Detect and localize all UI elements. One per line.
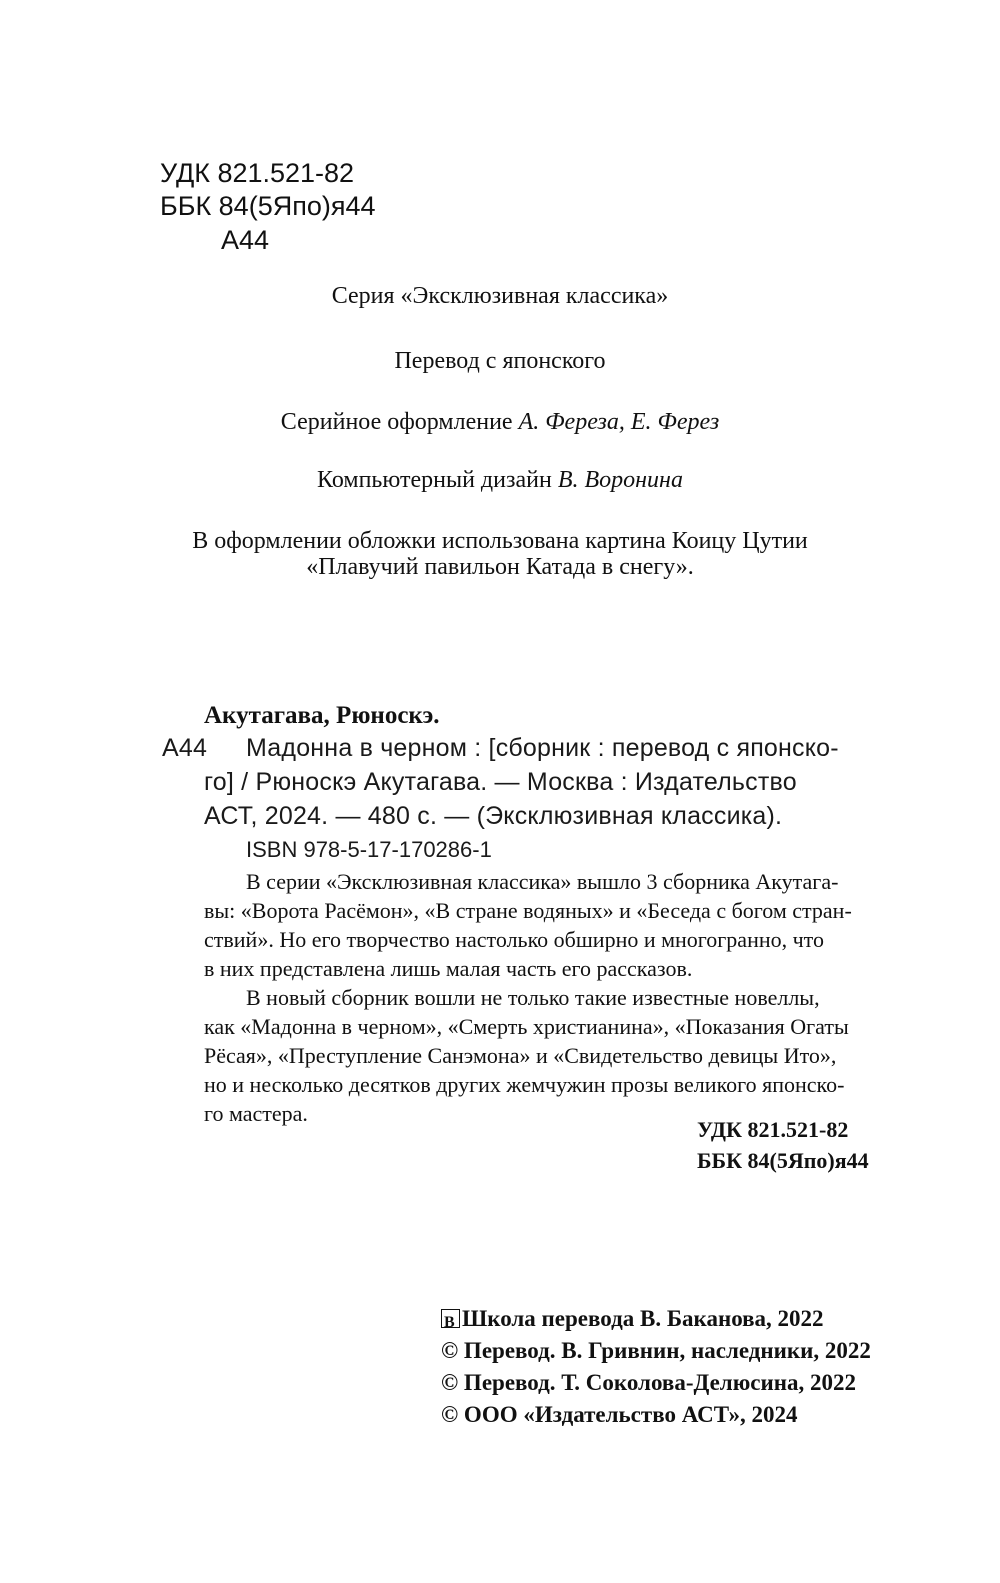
translation-line: Перевод с японского [394,348,606,374]
cover-credit-line-1: В оформлении обложки использована картина Коицу Цутии [192,528,808,554]
record-line-3: АСТ, 2024. — 480 с. — (Эксклюзивная классика). [204,802,783,830]
record-author: Акутагава, Рюноскэ. [204,702,440,729]
serial-design-names: А. Фереза, Е. Ферез [518,409,720,435]
bottom-bbk-code: ББК 84(5Япо)я44 [697,1148,869,1173]
bbk-code: ББК 84(5Япо)я44 [160,191,376,221]
copyright-text-1: Школа перевода В. Баканова, 2022 [462,1306,824,1331]
annotation-line: В новый сборник вошли не только такие известные новеллы, [246,985,820,1010]
computer-design-label: Компьютерный дизайн [317,467,552,493]
computer-design-name: В. Воронина [557,467,683,493]
copyright-line-1 [441,1302,824,1335]
serial-design-line [0,407,1000,437]
author-mark: А44 [221,225,270,255]
b-square-mark-icon [441,1309,460,1328]
cover-credit-line-2: «Плавучий павильон Катада в снегу». [306,554,694,580]
annotation-line: В серии «Эксклюзивная классика» вышло 3 сборника Акутага- [246,869,839,894]
annotation-line: го мастера. [204,1101,308,1126]
bottom-udk-code: УДК 821.521-82 [697,1117,849,1142]
annotation-line: Рёсая», «Преступление Санэмона» и «Свидетельство девицы Ито», [204,1043,837,1068]
copyright-line-3: © Перевод. Т. Соколова-Делюсина, 2022 [441,1370,856,1395]
copyright-line-4: © ООО «Издательство АСТ», 2024 [441,1402,798,1427]
annotation-line: в них представлена лишь малая часть его рассказов. [204,956,693,981]
annotation-line: вы: «Ворота Расёмон», «В стране водяных» и «Беседа с богом стран- [204,898,852,923]
annotation-line: как «Мадонна в черном», «Смерть христианина», «Показания Огаты [204,1014,849,1039]
record-isbn: ISBN 978-5-17-170286-1 [246,837,492,862]
copyright-line-2: © Перевод. В. Гривнин, наследники, 2022 [441,1338,871,1363]
series-line: Серия «Эксклюзивная классика» [331,283,669,309]
udk-code: УДК 821.521-82 [160,158,355,188]
computer-design-line [0,465,1000,495]
record-line-1: Мадонна в черном : [сборник : перевод с японско- [246,734,839,762]
annotation-line: но и несколько десятков других жемчужин прозы великого японско- [204,1072,845,1097]
record-line-2: го] / Рюноскэ Акутагава. — Москва : Издательство [204,768,797,796]
annotation-line: ствий». Но его творчество настолько обширно и многогранно, что [204,927,825,952]
record-mark: А44 [162,734,208,762]
serial-design-label: Серийное оформление [280,409,513,435]
